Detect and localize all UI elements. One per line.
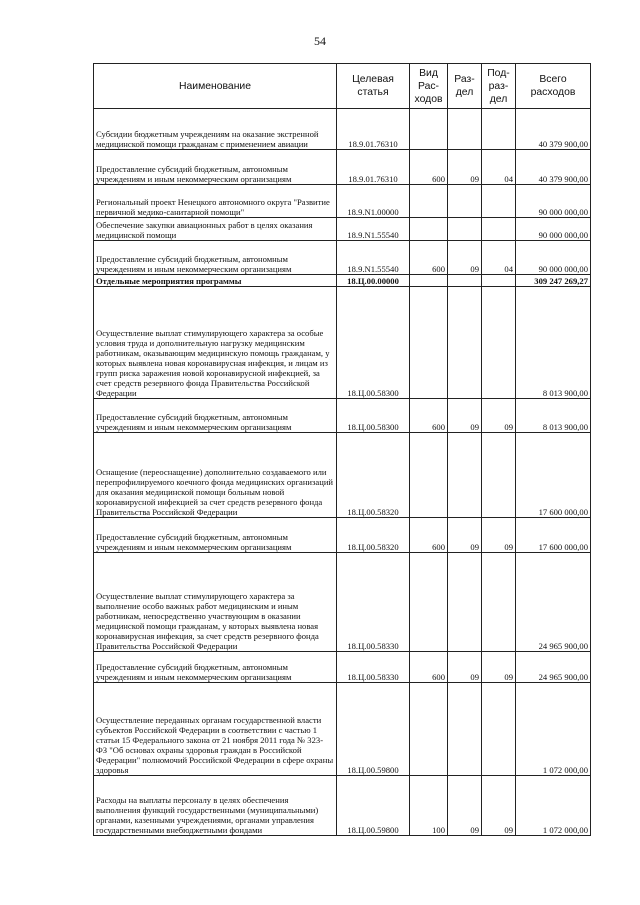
table-row — [94, 433, 591, 518]
table-row — [94, 683, 591, 776]
row-name: Субсидии бюджетным учреждениям на оказание экстренной медицинской помощи гражданам с применением авиации — [94, 109, 337, 150]
row-type — [410, 109, 448, 150]
row-section — [448, 185, 482, 218]
header-target: Целевая статья — [337, 64, 410, 109]
row-subsection: 09 — [482, 652, 516, 683]
row-total: 8 013 900,00 — [516, 399, 591, 433]
row-target: 18.9.N1.55540 — [337, 241, 410, 275]
row-type: 600 — [410, 399, 448, 433]
row-subsection — [482, 287, 516, 399]
row-name: Предоставление субсидий бюджетным, автономным учреждениям и иным некоммерческим организациям — [94, 399, 337, 433]
row-type: 100 — [410, 776, 448, 836]
row-subsection: 04 — [482, 241, 516, 275]
row-section — [448, 109, 482, 150]
table-row — [94, 150, 591, 185]
row-section: 09 — [448, 518, 482, 553]
row-subsection — [482, 683, 516, 776]
row-subsection — [482, 433, 516, 518]
row-type — [410, 185, 448, 218]
table-row — [94, 275, 591, 287]
row-total: 24 965 900,00 — [516, 553, 591, 652]
row-total: 40 379 900,00 — [516, 150, 591, 185]
row-target: 18.9.01.76310 — [337, 109, 410, 150]
table-row — [94, 518, 591, 553]
row-section: 09 — [448, 652, 482, 683]
table-row — [94, 109, 591, 150]
row-section — [448, 433, 482, 518]
row-name: Предоставление субсидий бюджетным, автономным учреждениям и иным некоммерческим организациям — [94, 518, 337, 553]
table-row — [94, 399, 591, 433]
table-row — [94, 652, 591, 683]
row-subsection: 09 — [482, 399, 516, 433]
row-section — [448, 683, 482, 776]
table-row — [94, 553, 591, 652]
row-total: 90 000 000,00 — [516, 241, 591, 275]
table-body — [94, 109, 591, 836]
row-section — [448, 275, 482, 287]
table-row — [94, 218, 591, 241]
row-total: 90 000 000,00 — [516, 185, 591, 218]
table-row — [94, 185, 591, 218]
row-section — [448, 553, 482, 652]
row-target: 18.Ц.00.58300 — [337, 287, 410, 399]
row-subsection — [482, 185, 516, 218]
table-row — [94, 776, 591, 836]
row-subsection: 09 — [482, 518, 516, 553]
row-section — [448, 287, 482, 399]
row-subsection — [482, 553, 516, 652]
row-target: 18.9.N1.55540 — [337, 218, 410, 241]
header-subsection: Под- раз- дел — [482, 64, 516, 109]
row-name: Расходы на выплаты персоналу в целях обеспечения выполнения функций государственными (муниципальными) органами, казенными учреждениями, органами управления государственными внебюджетными фондами — [94, 776, 337, 836]
row-target: 18.Ц.00.58330 — [337, 553, 410, 652]
row-total: 40 379 900,00 — [516, 109, 591, 150]
row-type: 600 — [410, 241, 448, 275]
row-total: 1 072 000,00 — [516, 776, 591, 836]
row-section: 09 — [448, 150, 482, 185]
row-target: 18.Ц.00.00000 — [337, 275, 410, 287]
row-name: Обеспечение закупки авиационных работ в целях оказания медицинской помощи — [94, 218, 337, 241]
row-name: Предоставление субсидий бюджетным, автономным учреждениям и иным некоммерческим организациям — [94, 150, 337, 185]
row-target: 18.Ц.00.59800 — [337, 776, 410, 836]
row-total: 24 965 900,00 — [516, 652, 591, 683]
row-type — [410, 433, 448, 518]
row-target: 18.9.01.76310 — [337, 150, 410, 185]
row-name: Предоставление субсидий бюджетным, автономным учреждениям и иным некоммерческим организациям — [94, 241, 337, 275]
row-subsection: 04 — [482, 150, 516, 185]
row-target: 18.Ц.00.58320 — [337, 433, 410, 518]
row-subsection: 09 — [482, 776, 516, 836]
row-target: 18.Ц.00.58320 — [337, 518, 410, 553]
row-total: 309 247 269,27 — [516, 275, 591, 287]
row-type: 600 — [410, 150, 448, 185]
row-type — [410, 218, 448, 241]
row-target: 18.Ц.00.59800 — [337, 683, 410, 776]
row-name: Осуществление переданных органам государственной власти субъектов Российской Федерации в соответствии с частью 1 статьи 15 Федерального закона от 21 ноября 2011 года № 323-ФЗ "Об основах охраны здоровья граждан в Российской Федерации" полномочий Российской Федерации в сфере охраны здоровья — [94, 683, 337, 776]
budget-table — [93, 63, 591, 836]
row-target: 18.Ц.00.58330 — [337, 652, 410, 683]
row-type — [410, 287, 448, 399]
header-total: Всего расходов — [516, 64, 591, 109]
header-type: Вид Рас- ходов — [410, 64, 448, 109]
row-subsection — [482, 109, 516, 150]
row-total: 90 000 000,00 — [516, 218, 591, 241]
header-name: Наименование — [94, 64, 337, 109]
row-name: Осуществление выплат стимулирующего характера за особые условия труда и дополнительную нагрузку медицинским работникам, оказывающим медицинскую помощь гражданам, у которых выявлена новая коронавирусная инфекция, и лицам из групп риска заражения новой коронавирусной инфекцией, за счет средств резервного фонда Правительства Российской Федерации — [94, 287, 337, 399]
row-total: 17 600 000,00 — [516, 433, 591, 518]
row-section: 09 — [448, 399, 482, 433]
row-section: 09 — [448, 776, 482, 836]
row-total: 17 600 000,00 — [516, 518, 591, 553]
row-subsection — [482, 275, 516, 287]
header-section: Раз- дел — [448, 64, 482, 109]
page-number: 54 — [314, 34, 326, 48]
row-subsection — [482, 218, 516, 241]
row-target: 18.9.N1.00000 — [337, 185, 410, 218]
table-row — [94, 241, 591, 275]
row-type — [410, 553, 448, 652]
row-total: 8 013 900,00 — [516, 287, 591, 399]
row-type: 600 — [410, 652, 448, 683]
row-type — [410, 683, 448, 776]
row-name: Отдельные мероприятия программы — [94, 275, 337, 287]
row-section — [448, 218, 482, 241]
row-target: 18.Ц.00.58300 — [337, 399, 410, 433]
row-type: 600 — [410, 518, 448, 553]
row-name: Предоставление субсидий бюджетным, автономным учреждениям и иным некоммерческим организациям — [94, 652, 337, 683]
row-type — [410, 275, 448, 287]
row-name: Региональный проект Ненецкого автономного округа "Развитие первичной медико-санитарной помощи" — [94, 185, 337, 218]
table-row — [94, 287, 591, 399]
table-header-row — [94, 64, 591, 109]
row-total: 1 072 000,00 — [516, 683, 591, 776]
row-name: Оснащение (переоснащение) дополнительно создаваемого или перепрофилируемого коечного фонда медицинских организаций для оказания медицинской помощи больным новой коронавирусной инфекцией за счет средств резервного фонда Правительства Российской Федерации — [94, 433, 337, 518]
row-name: Осуществление выплат стимулирующего характера за выполнение особо важных работ медицинским и иным работникам, непосредственно участвующим в оказании медицинской помощи гражданам, у которых выявлена новая коронавирусная инфекция, за счет средств резервного фонда Правительства Российской Федерации — [94, 553, 337, 652]
row-section: 09 — [448, 241, 482, 275]
